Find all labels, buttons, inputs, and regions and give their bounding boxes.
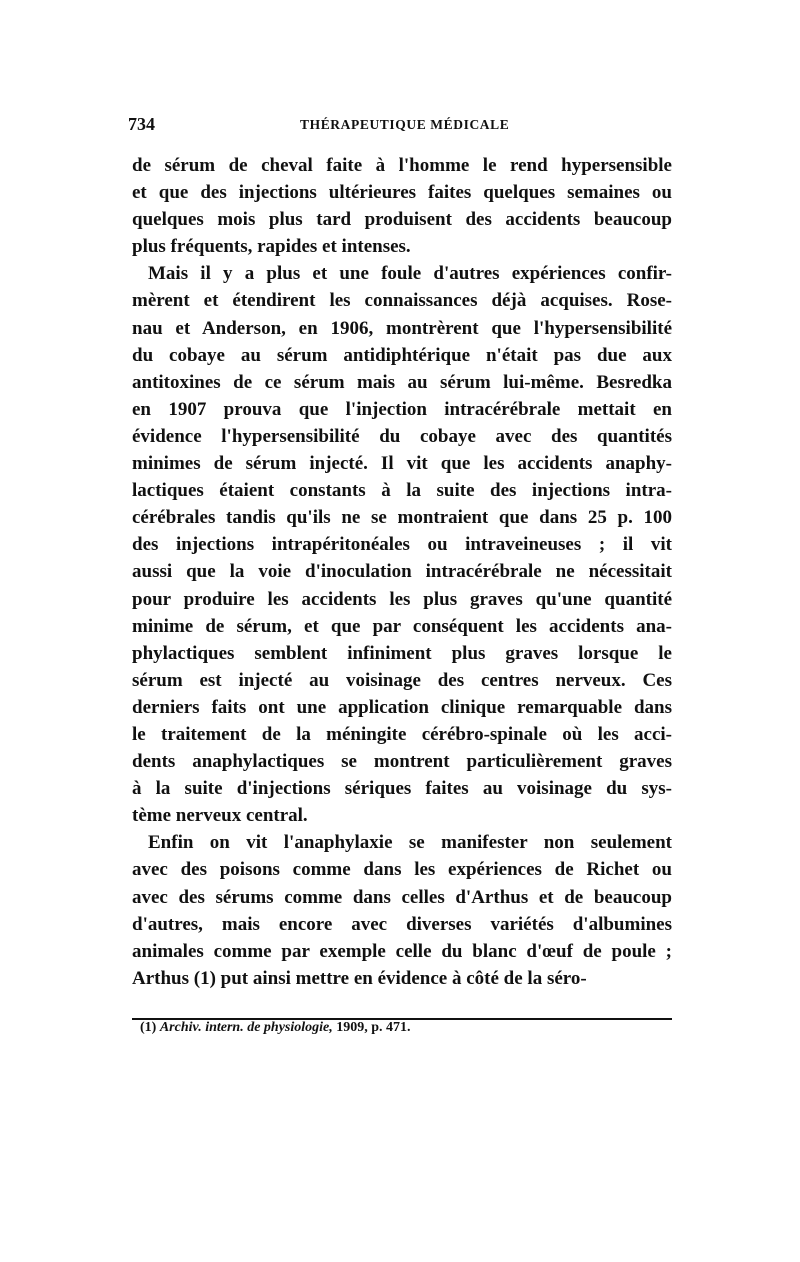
text-line: avec des poisons comme dans les expériences de Richet ou bbox=[132, 859, 672, 881]
text-line: derniers faits ont une application clinique remarquable dans bbox=[132, 696, 672, 718]
text-line: tème nerveux central. bbox=[132, 805, 308, 827]
text-line: à la suite d'injections sériques faites au voisinage du sys- bbox=[132, 778, 672, 800]
text-line: minimes de sérum injecté. Il vit que les accidents anaphy- bbox=[132, 453, 672, 475]
text-line: dents anaphylactiques se montrent particulièrement graves bbox=[132, 751, 672, 773]
text-line: quelques mois plus tard produisent des accidents beaucoup bbox=[132, 209, 672, 231]
footnote-journal: Archiv. intern. de physiologie, bbox=[159, 1020, 333, 1035]
page-header bbox=[128, 114, 672, 140]
text-line: des injections intrapéritonéales ou intraveineuses ; il vit bbox=[132, 534, 672, 556]
text-line: du cobaye au sérum antidiphtérique n'était pas due aux bbox=[132, 344, 672, 366]
text-line: cérébrales tandis qu'ils ne se montraient que dans 25 p. 100 bbox=[132, 507, 672, 529]
paragraph bbox=[132, 260, 672, 829]
text-line: lactiques étaient constants à la suite des injections intra- bbox=[132, 480, 672, 502]
text-line: et que des injections ultérieures faites quelques semaines ou bbox=[132, 182, 672, 204]
text-line: nau et Anderson, en 1906, montrèrent que l'hypersensibilité bbox=[132, 317, 672, 339]
text-line: minime de sérum, et que par conséquent les accidents ana- bbox=[132, 615, 672, 637]
text-line: de sérum de cheval faite à l'homme le rend hypersensible bbox=[132, 155, 672, 176]
text-line: mèrent et étendirent les connaissances déjà acquises. Rose- bbox=[132, 290, 672, 312]
paragraph bbox=[132, 829, 672, 992]
text-line: Enfin on vit l'anaphylaxie se manifester non seulement bbox=[148, 832, 672, 854]
text-line: animales comme par exemple celle du blanc d'œuf de poule ; bbox=[132, 940, 672, 962]
footnote bbox=[140, 1020, 411, 1036]
footnote-citation: 1909, p. 471. bbox=[336, 1020, 411, 1035]
text-line: d'autres, mais encore avec diverses variétés d'albumines bbox=[132, 913, 672, 935]
body-text bbox=[132, 152, 672, 992]
text-line: Mais il y a plus et une foule d'autres expériences confir- bbox=[148, 263, 672, 285]
text-line: en 1907 prouva que l'injection intracérébrale mettait en bbox=[132, 398, 672, 420]
text-line: aussi que la voie d'inoculation intracérébrale ne nécessitait bbox=[132, 561, 672, 583]
text-line: Arthus (1) put ainsi mettre en évidence à côté de la séro- bbox=[132, 967, 587, 989]
text-line: plus fréquents, rapides et intenses. bbox=[132, 236, 411, 258]
text-line: antitoxines de ce sérum mais au sérum lui-même. Besredka bbox=[132, 371, 672, 393]
text-line: phylactiques semblent infiniment plus graves lorsque le bbox=[132, 642, 672, 664]
page-number: 734 bbox=[128, 114, 155, 134]
paragraph bbox=[132, 152, 672, 260]
running-head: THÉRAPEUTIQUE MÉDICALE bbox=[300, 117, 510, 132]
text-line: avec des sérums comme dans celles d'Arthus et de beaucoup bbox=[132, 886, 672, 908]
text-line: le traitement de la méningite cérébro-spinale où les acci- bbox=[132, 723, 672, 745]
text-line: évidence l'hypersensibilité du cobaye avec des quantités bbox=[132, 425, 672, 447]
text-line: sérum est injecté au voisinage des centres nerveux. Ces bbox=[132, 669, 672, 691]
text-line: pour produire les accidents les plus graves qu'une quantité bbox=[132, 588, 672, 610]
footnote-marker: (1) bbox=[140, 1020, 157, 1035]
